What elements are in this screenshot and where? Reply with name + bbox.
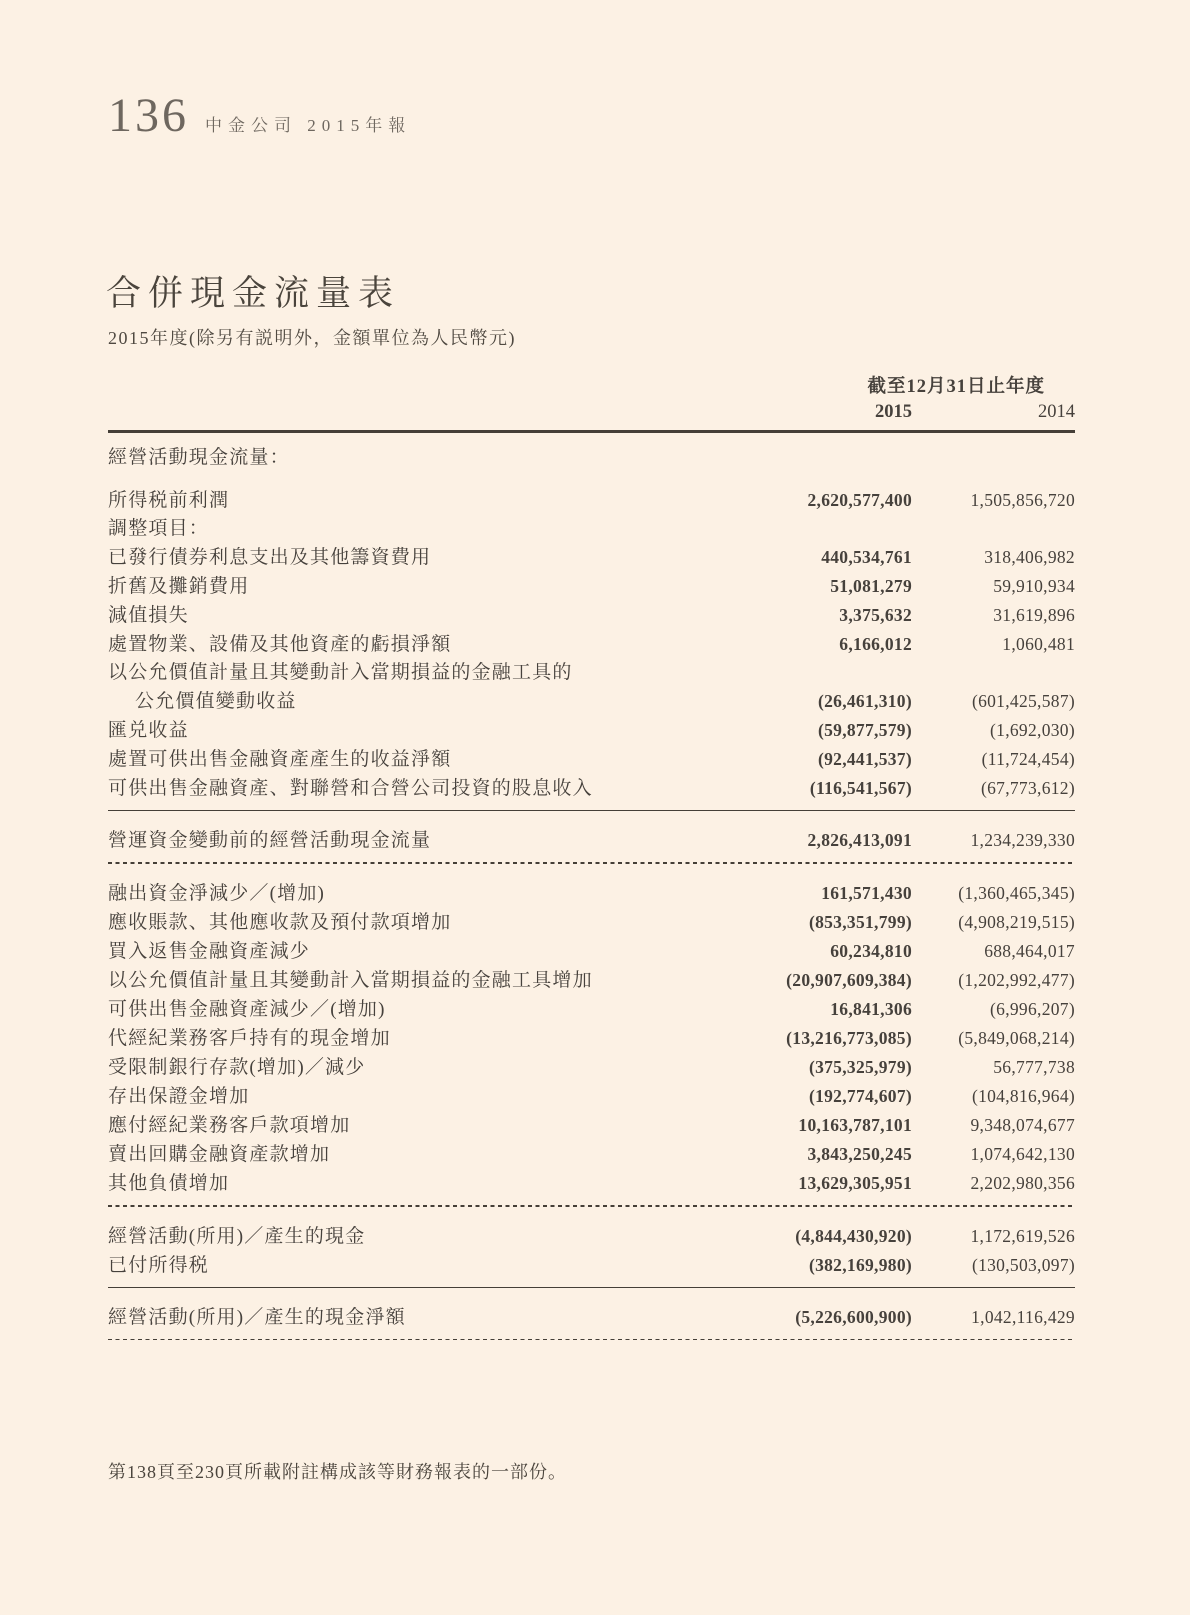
table-row xyxy=(108,879,1075,908)
row-value-2014: 1,172,619,526 xyxy=(970,1225,1075,1246)
table-row xyxy=(108,1251,1075,1280)
row-label: 經營活動現金流量： xyxy=(108,447,290,468)
row-value-2014: (4,908,219,515) xyxy=(958,911,1075,932)
row-value-2014: 2,202,980,356 xyxy=(970,1172,1075,1193)
row-value-2015: (20,907,609,384) xyxy=(786,969,912,990)
row-value-2014: (601,425,587) xyxy=(971,691,1075,711)
row-label: 其他負債增加 xyxy=(108,1172,230,1194)
table-row xyxy=(108,826,1075,855)
row-value-2014: (104,816,964) xyxy=(971,1085,1075,1106)
row-value-2014: 1,042,116,429 xyxy=(971,1306,1075,1327)
row-value-2015: (116,541,567) xyxy=(809,778,912,798)
table-row xyxy=(108,1111,1075,1140)
row-label: 存出保證金增加 xyxy=(108,1085,250,1107)
table-body xyxy=(108,433,1075,1340)
table-rule-solid xyxy=(108,1287,1075,1288)
row-value-2014: (6,996,207) xyxy=(990,998,1075,1019)
row-value-2014: 1,060,481 xyxy=(1002,634,1075,654)
report-name: 中金公司 2015年報 xyxy=(205,116,412,135)
row-label: 調整項目： xyxy=(108,518,210,539)
period-header: 截至12月31日止年度 xyxy=(867,377,1045,397)
row-value-2014: 31,619,896 xyxy=(993,605,1075,625)
row-value-2015: (13,216,773,085) xyxy=(786,1027,912,1048)
row-label: 受限制銀行存款(增加)／減少 xyxy=(108,1056,366,1078)
row-value-2014: (1,202,992,477) xyxy=(958,969,1075,990)
table-row xyxy=(108,774,1075,803)
table-row xyxy=(108,1024,1075,1053)
row-value-2014: 318,406,982 xyxy=(984,547,1075,567)
table-row xyxy=(108,630,1075,659)
row-label: 所得税前利潤 xyxy=(108,490,230,511)
row-value-2015: (5,226,600,900) xyxy=(795,1306,912,1327)
table-row xyxy=(108,601,1075,630)
row-value-2015: 13,629,305,951 xyxy=(798,1172,912,1193)
table-rule-dashed xyxy=(108,862,1075,864)
row-label: 以公允價值計量且其變動計入當期損益的金融工具增加 xyxy=(108,969,593,991)
footer-note: 第138頁至230頁所載附註構成該等財務報表的一部份。 xyxy=(108,1462,567,1482)
table-rule-solid xyxy=(108,810,1075,811)
table-row xyxy=(108,1053,1075,1082)
row-label: 經營活動(所用)／產生的現金淨額 xyxy=(108,1306,406,1328)
row-value-2015: (92,441,537) xyxy=(817,749,912,769)
row-value-2015: 161,571,430 xyxy=(821,882,912,903)
row-label: 折舊及攤銷費用 xyxy=(108,576,250,597)
row-value-2015: 3,843,250,245 xyxy=(807,1143,912,1164)
row-value-2014: (5,849,068,214) xyxy=(958,1027,1075,1048)
table-row xyxy=(108,966,1075,995)
table-row xyxy=(108,745,1075,774)
row-value-2015: (853,351,799) xyxy=(808,911,912,932)
table-rule-dashed xyxy=(108,1205,1075,1207)
row-value-2015: (26,461,310) xyxy=(817,691,912,711)
table-row xyxy=(108,995,1075,1024)
row-value-2014: 1,234,239,330 xyxy=(970,830,1075,850)
row-label: 匯兑收益 xyxy=(108,720,189,741)
row-label: 已發行債券利息支出及其他籌資費用 xyxy=(108,547,432,568)
row-value-2015: 2,826,413,091 xyxy=(807,830,912,850)
row-value-2015: 2,620,577,400 xyxy=(807,490,912,510)
column-header-2015: 2015 xyxy=(875,402,912,422)
row-label: 處置物業、設備及其他資產的虧損淨額 xyxy=(108,634,452,655)
row-value-2014: 9,348,074,677 xyxy=(970,1114,1075,1135)
table-row xyxy=(108,1303,1075,1332)
table-row xyxy=(108,1082,1075,1111)
row-label: 減值損失 xyxy=(108,605,189,626)
row-value-2015: 16,841,306 xyxy=(830,998,912,1019)
table-spacer xyxy=(108,472,1075,486)
row-label: 融出資金淨減少／(增加) xyxy=(108,882,326,904)
table-row xyxy=(108,486,1075,515)
row-value-2015: 51,081,279 xyxy=(830,576,912,596)
row-label: 應收賬款、其他應收款及預付款項增加 xyxy=(108,911,452,933)
table-rule-dashed xyxy=(108,1339,1075,1341)
row-value-2014: (130,503,097) xyxy=(971,1254,1075,1275)
statement-title: 合併現金流量表 xyxy=(106,274,401,313)
table-row xyxy=(108,937,1075,966)
row-value-2015: 10,163,787,101 xyxy=(798,1114,912,1135)
table-row xyxy=(108,659,1075,687)
row-value-2015: 3,375,632 xyxy=(839,605,912,625)
row-value-2015: 6,166,012 xyxy=(839,634,912,654)
statement-subtitle: 2015年度(除另有説明外，金額單位為人民幣元) xyxy=(108,328,516,348)
year-columns-row xyxy=(108,402,1075,423)
row-label: 買入返售金融資產減少 xyxy=(108,940,311,962)
row-label: 處置可供出售金融資產產生的收益淨額 xyxy=(108,749,452,770)
table-row xyxy=(108,515,1075,543)
row-value-2015: 440,534,761 xyxy=(821,547,912,567)
row-label: 營運資金變動前的經營活動現金流量 xyxy=(108,830,432,851)
table-row xyxy=(108,687,1075,716)
table-row xyxy=(108,444,1075,472)
table-row xyxy=(108,1222,1075,1251)
row-label: 應付經紀業務客戶款項增加 xyxy=(108,1114,351,1136)
row-value-2014: 1,074,642,130 xyxy=(970,1143,1075,1164)
row-value-2015: (4,844,430,920) xyxy=(795,1225,912,1246)
row-value-2014: (1,692,030) xyxy=(990,720,1075,740)
row-value-2015: (375,325,979) xyxy=(808,1056,912,1077)
table-row xyxy=(108,572,1075,601)
row-label: 賣出回購金融資產款增加 xyxy=(108,1143,331,1165)
row-label: 以公允價值計量且其變動計入當期損益的金融工具的 xyxy=(108,662,573,683)
page-number: 136 xyxy=(108,89,189,142)
row-value-2014: 1,505,856,720 xyxy=(970,490,1075,510)
row-value-2014: 56,777,738 xyxy=(993,1056,1075,1077)
row-value-2014: 59,910,934 xyxy=(993,576,1075,596)
row-label: 已付所得税 xyxy=(108,1254,210,1276)
row-label: 經營活動(所用)／產生的現金 xyxy=(108,1225,366,1247)
row-value-2014: (67,773,612) xyxy=(980,778,1075,798)
row-value-2015: 60,234,810 xyxy=(830,940,912,961)
row-value-2014: 688,464,017 xyxy=(984,940,1075,961)
table-row xyxy=(108,908,1075,937)
table-row xyxy=(108,716,1075,745)
row-value-2015: (59,877,579) xyxy=(817,720,912,740)
row-value-2015: (192,774,607) xyxy=(808,1085,912,1106)
row-label: 可供出售金融資產減少／(增加) xyxy=(108,998,386,1020)
table-row xyxy=(108,1169,1075,1198)
table-row xyxy=(108,1140,1075,1169)
cash-flow-table xyxy=(108,372,1075,1355)
row-value-2014: (11,724,454) xyxy=(981,749,1075,769)
table-row xyxy=(108,543,1075,572)
row-value-2015: (382,169,980) xyxy=(808,1254,912,1275)
row-label: 公允價值變動收益 xyxy=(135,691,297,712)
running-head xyxy=(108,89,412,142)
row-label: 代經紀業務客戶持有的現金增加 xyxy=(108,1027,391,1049)
column-header-2014: 2014 xyxy=(1038,402,1075,422)
row-label: 可供出售金融資產、對聯營和合營公司投資的股息收入 xyxy=(108,778,593,799)
row-value-2014: (1,360,465,345) xyxy=(958,882,1075,903)
